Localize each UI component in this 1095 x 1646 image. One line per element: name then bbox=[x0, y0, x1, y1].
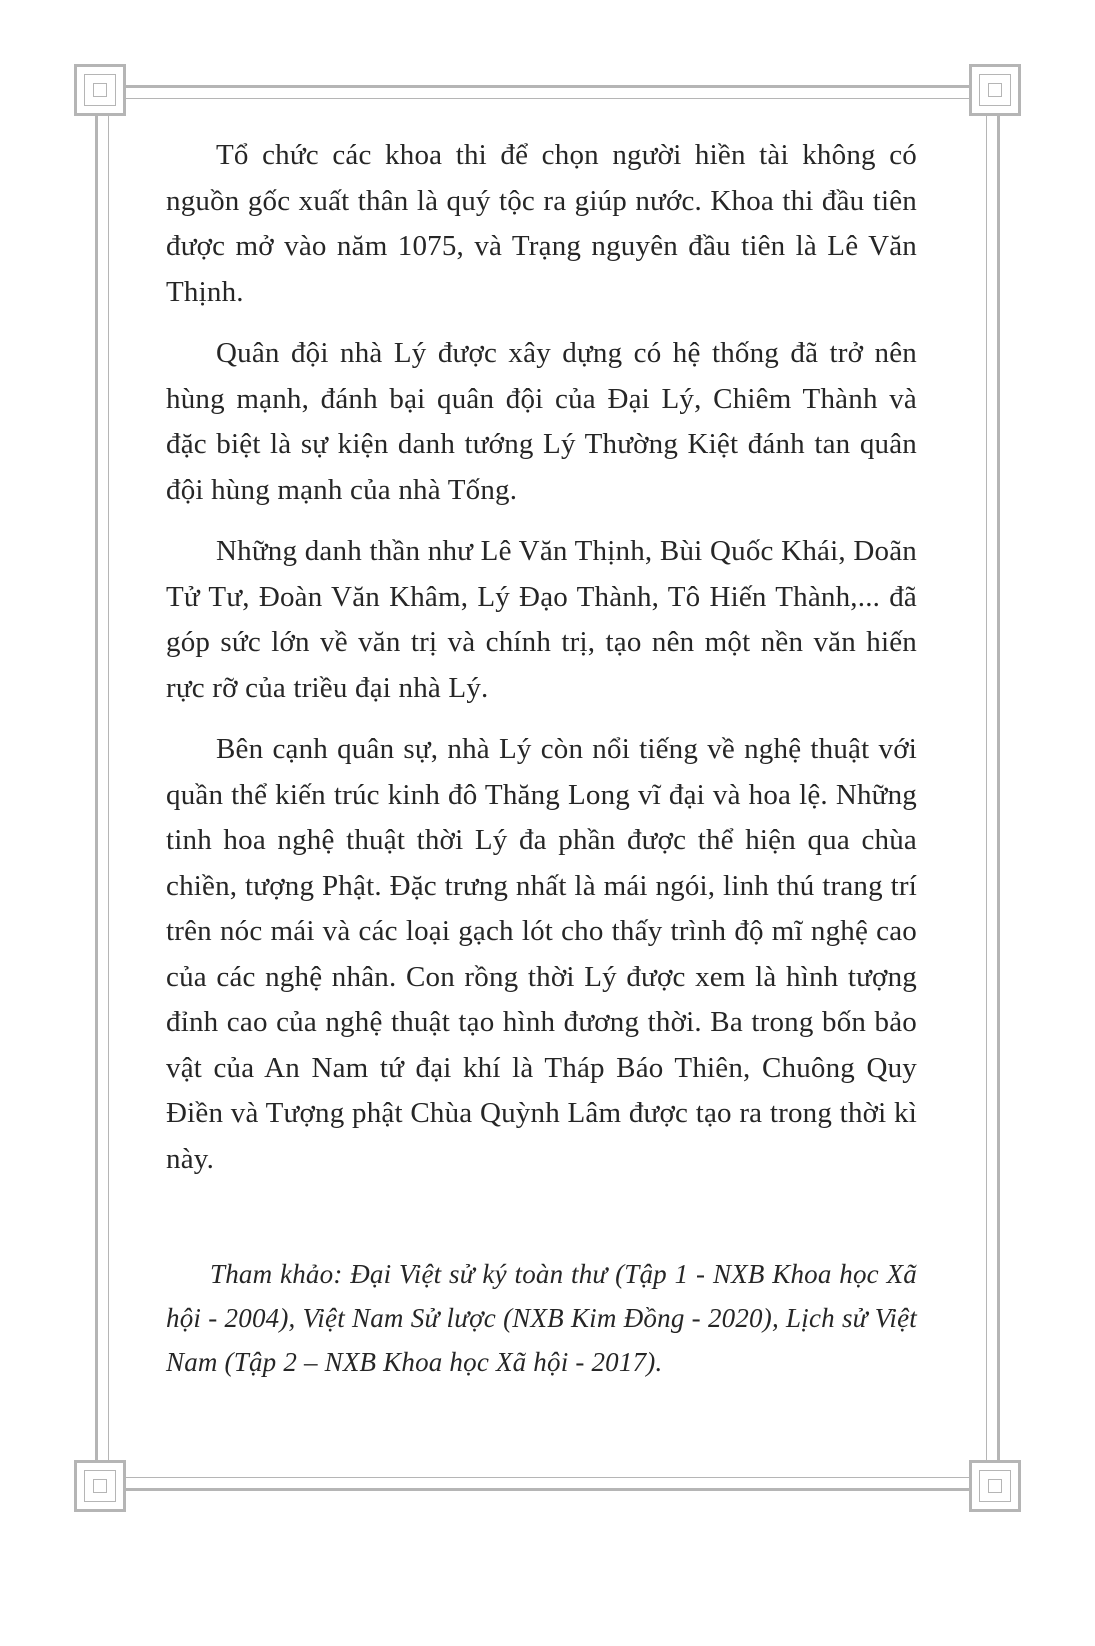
corner-ornament-bottom-left bbox=[74, 1460, 126, 1512]
page-content bbox=[166, 133, 917, 1384]
corner-ornament-top-right bbox=[969, 64, 1021, 116]
paragraph-officials: Những danh thần như Lê Văn Thịnh, Bùi Quốc Khái, Doãn Tử Tư, Đoàn Văn Khâm, Lý Đạo Thành, Tô Hiến Thành,... đã góp sức lớn về văn trị và chính trị, tạo nên một nền văn hiến rực rỡ của triều đại nhà Lý. bbox=[166, 535, 917, 704]
paragraph-art: Bên cạnh quân sự, nhà Lý còn nổi tiếng về nghệ thuật với quần thể kiến trúc kinh đô Thăng Long vĩ đại và hoa lệ. Những tinh hoa nghệ thuật thời Lý đa phần được thể hiện qua chùa chiền, tượng Phật. Đặc trưng nhất là mái ngói, linh thú trang trí trên nóc mái và các loại gạch lót cho thấy trình độ mĩ nghệ cao của các nghệ nhân. Con rồng thời Lý được xem là hình tượng đỉnh cao của nghệ thuật tạo hình đương thời. Ba trong bốn bảo vật của An Nam tứ đại khí là Tháp Báo Thiên, Chuông Quy Điền và Tượng phật Chùa Quỳnh Lâm được tạo ra trong thời kì này. bbox=[166, 733, 917, 1175]
corner-ornament-bottom-right bbox=[969, 1460, 1021, 1512]
reference-citation: Tham khảo: Đại Việt sử ký toàn thư (Tập 1 - NXB Khoa học Xã hội - 2004), Việt Nam Sử lược (NXB Kim Đồng - 2020), Lịch sử Việt Nam (Tập 2 – NXB Khoa học Xã hội - 2017). bbox=[166, 1259, 917, 1377]
paragraph-army: Quân đội nhà Lý được xây dựng có hệ thống đã trở nên hùng mạnh, đánh bại quân đội của Đại Lý, Chiêm Thành và đặc biệt là sự kiện danh tướng Lý Thường Kiệt đánh tan quân đội hùng mạnh của nhà Tống. bbox=[166, 337, 917, 506]
paragraph-exams: Tổ chức các khoa thi để chọn người hiền tài không có nguồn gốc xuất thân là quý tộc ra giúp nước. Khoa thi đầu tiên được mở vào năm 1075, và Trạng nguyên đầu tiên là Lê Văn Thịnh. bbox=[166, 139, 917, 308]
corner-ornament-top-left bbox=[74, 64, 126, 116]
